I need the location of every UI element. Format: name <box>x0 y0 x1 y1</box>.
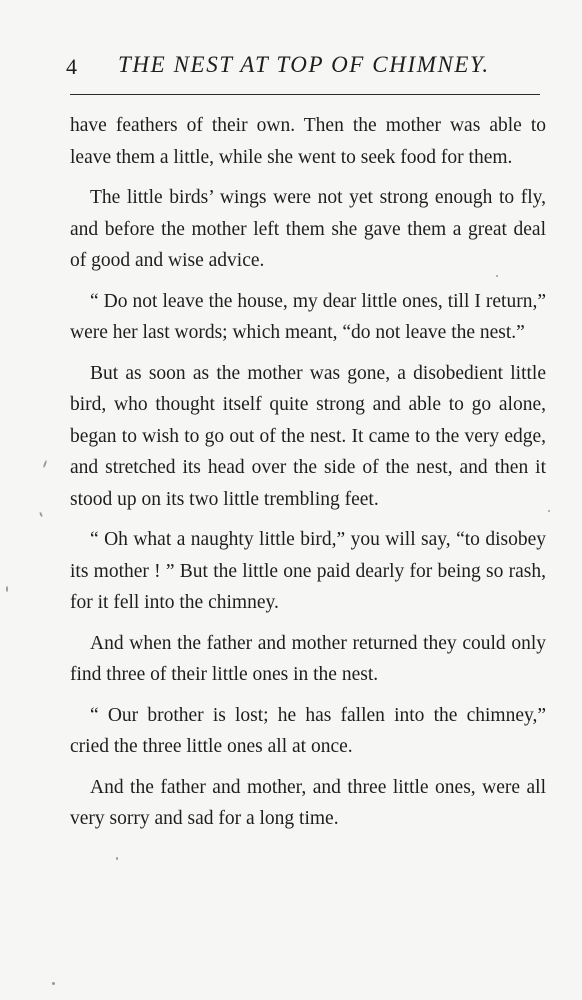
page-header <box>66 50 542 84</box>
page-number: 4 <box>66 54 77 79</box>
paper-speck <box>43 460 48 468</box>
running-title: THE NEST AT TOP OF CHIMNEY. <box>118 52 490 77</box>
paragraph: “ Oh what a naughty little bird,” you will say, “to disobey its mother ! ” But the little one paid dearly for being so rash, for it fell into the chimney. <box>70 529 546 613</box>
paragraph: The little birds’ wings were not yet strong enough to fly, and before the mother left them she gave them a great deal of good and wise advice. <box>70 187 546 271</box>
paragraph: But as soon as the mother was gone, a disobedient little bird, who thought itself quite strong and able to go alone, began to wish to go out of the nest. It came to the very edge, and stretched its head over the side of the nest, and then it stood up on its two little trembling feet. <box>70 362 546 510</box>
paragraph: And the father and mother, and three little ones, were all very sorry and sad for a long time. <box>70 776 546 829</box>
paper-speck <box>496 275 498 277</box>
paper-speck <box>548 510 550 512</box>
paragraph: “ Do not leave the house, my dear little ones, till I return,” were her last words; which meant, “do not leave the nest.” <box>70 290 546 343</box>
header-rule <box>70 94 540 95</box>
paragraph: have feathers of their own. Then the mother was able to leave them a little, while she went to seek food for them. <box>70 115 546 168</box>
paper-speck <box>6 586 8 592</box>
paper-speck <box>116 857 118 860</box>
paper-speck <box>52 982 55 985</box>
paragraph: And when the father and mother returned they could only find three of their little ones in the nest. <box>70 632 546 685</box>
body-text <box>70 110 546 844</box>
paragraph: “ Our brother is lost; he has fallen into the chimney,” cried the three little ones all at once. <box>70 704 546 757</box>
paper-speck <box>39 512 43 517</box>
